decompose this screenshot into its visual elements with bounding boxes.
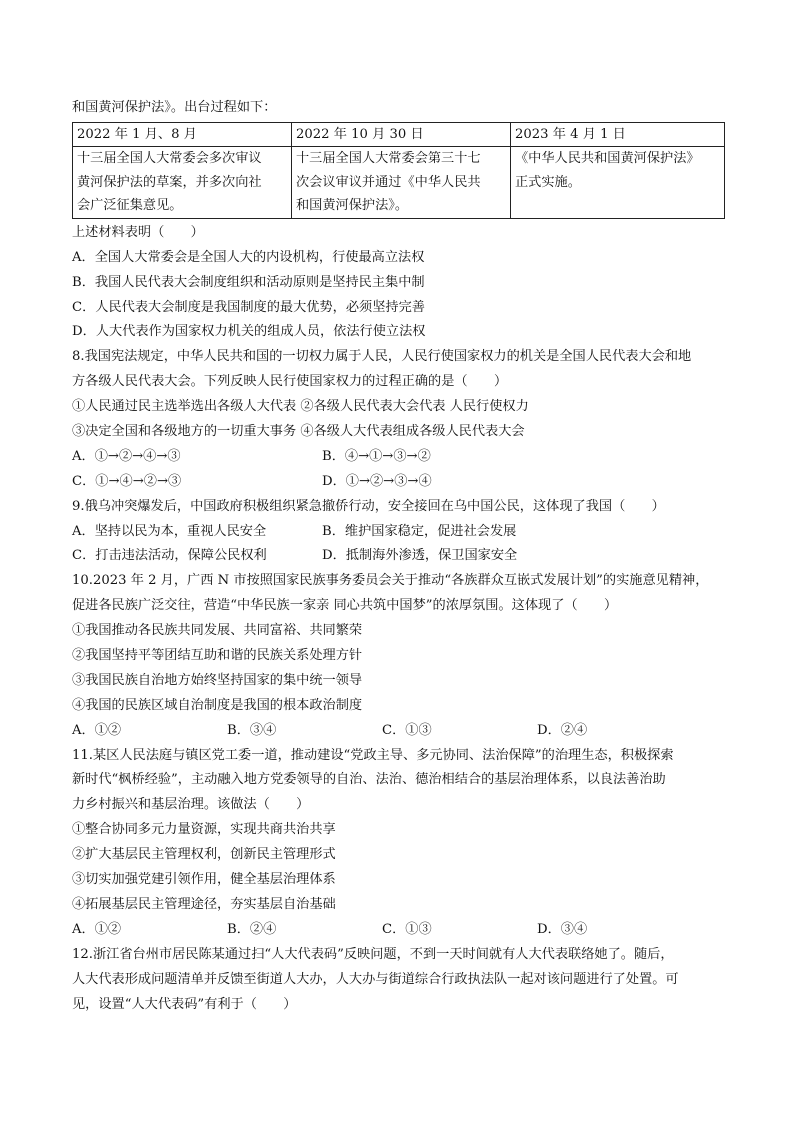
cell-line: 会广泛征集意见。 bbox=[77, 198, 183, 214]
process-table bbox=[72, 122, 725, 219]
cell-line: 次会议审议并通过《中华人民共 bbox=[296, 174, 481, 190]
cell-line: 十三届全国人大常委会多次审议 bbox=[77, 151, 262, 167]
q12-stem-line-1: 12.浙江省台州市居民陈某通过扫“人大代表码”反映问题，不到一天时间就有人大代表联络她了。随后， bbox=[72, 946, 674, 962]
table-header-cell: 2023 年 4 月 1 日 bbox=[511, 122, 725, 147]
q11-stem-line-2: 新时代“枫桥经验”，主动融入地方党委领导的自治、法治、德治相结合的基层治理体系，以良法善治助 bbox=[72, 772, 666, 788]
q10-option-b: B．③④ bbox=[227, 722, 277, 738]
q10-option-c: C．①③ bbox=[382, 722, 432, 738]
q10-option-a: A．①② bbox=[72, 722, 122, 738]
q12-stem-line-2: 人大代表形成问题清单并反馈至街道人大办，人大办与街道综合行政执法队一起对该问题进行了处置。可 bbox=[72, 971, 679, 987]
q8-statements-2: ③决定全国和各级地方的一切重大事务 ④各级人大代表组成各级人民代表大会 bbox=[72, 424, 525, 440]
q7-stem: 上述材料表明（ ） bbox=[72, 224, 204, 240]
cell-line: 黄河保护法的草案，并多次向社 bbox=[77, 174, 262, 190]
q7-option-d: D．人大代表作为国家权力机关的组成人员，依法行使立法权 bbox=[72, 324, 426, 340]
cell-line: 《中华人民共和国黄河保护法》 bbox=[515, 151, 700, 167]
table-header-row bbox=[73, 122, 725, 147]
cell-line: 和国黄河保护法》。 bbox=[296, 198, 409, 214]
q10-statement-1: ①我国推动各民族共同发展、共同富裕、共同繁荣 bbox=[72, 623, 363, 639]
q8-statements-1: ①人民通过民主选举选出各级人大代表 ②各级人民代表大会代表 人民行使权力 bbox=[72, 399, 529, 415]
table-header-cell: 2022 年 1 月、8 月 bbox=[73, 122, 292, 147]
table-cell bbox=[73, 147, 292, 219]
q8-options-row-2 bbox=[72, 470, 722, 495]
q10-statement-2: ②我国坚持平等团结互助和谐的民族关系处理方针 bbox=[72, 648, 363, 664]
q10-options-row bbox=[72, 719, 722, 744]
q10-stem-line-1: 10.2023 年 2 月，广西 N 市按照国家民族事务委员会关于推动“各族群众互嵌式发展计划”的实施意见精神， bbox=[72, 573, 709, 589]
q7-option-c: C．人民代表大会制度是我国制度的最大优势，必须坚持完善 bbox=[72, 299, 425, 315]
q8-stem-line-2: 方各级人民代表大会。下列反映人民行使国家权力的过程正确的是（ ） bbox=[72, 374, 508, 390]
q11-option-d: D．③④ bbox=[537, 921, 588, 937]
table-row bbox=[73, 147, 725, 219]
q11-option-c: C．①③ bbox=[382, 921, 432, 937]
table-cell bbox=[292, 147, 511, 219]
cell-line: 正式实施。 bbox=[515, 174, 581, 190]
q8-options-row-1 bbox=[72, 445, 722, 470]
q9-stem: 9.俄乌冲突爆发后，中国政府积极组织紧急撤侨行动，安全接回在乌中国公民，这体现了我国（ ） bbox=[72, 498, 665, 514]
q11-statement-2: ②扩大基层民主管理权利，创新民主管理形式 bbox=[72, 847, 336, 863]
q10-statement-4: ④我国的民族区域自治制度是我国的根本政治制度 bbox=[72, 697, 363, 713]
q8-option-c: C．①→④→②→③ bbox=[72, 473, 182, 489]
q8-option-d: D．①→②→③→④ bbox=[322, 473, 432, 489]
q11-stem-line-1: 11.某区人民法庭与镇区党工委一道，推动建设“党政主导、多元协同、法治保障”的治理生态，积极探索 bbox=[72, 747, 674, 763]
q9-option-d: D．抵制海外渗透，保卫国家安全 bbox=[322, 548, 518, 564]
table-header-cell: 2022 年 10 月 30 日 bbox=[292, 122, 511, 147]
q9-options-row-2 bbox=[72, 544, 722, 569]
q10-statement-3: ③我国民族自治地方始终坚持国家的集中统一领导 bbox=[72, 672, 363, 688]
q9-options-row-1 bbox=[72, 520, 722, 545]
q7-option-a: A．全国人大常委会是全国人大的内设机构，行使最高立法权 bbox=[72, 249, 425, 265]
q11-statement-4: ④拓展基层民主管理途径，夯实基层自治基础 bbox=[72, 896, 336, 912]
q11-stem-line-3: 力乡村振兴和基层治理。该做法（ ） bbox=[72, 797, 310, 813]
document-page bbox=[72, 96, 722, 1017]
intro-text: 和国黄河保护法》。出台过程如下： bbox=[72, 100, 277, 115]
q11-option-b: B．②④ bbox=[227, 921, 277, 937]
q11-options-row bbox=[72, 918, 722, 943]
q11-statement-3: ③切实加强党建引领作用，健全基层治理体系 bbox=[72, 872, 336, 888]
q8-option-a: A．①→②→④→③ bbox=[72, 448, 181, 464]
q11-option-a: A．①② bbox=[72, 921, 122, 937]
q8-stem-line-1: 8.我国宪法规定，中华人民共和国的一切权力属于人民，人民行使国家权力的机关是全国人民代表大会和地 bbox=[72, 349, 692, 365]
q9-option-a: A．坚持以民为本，重视人民安全 bbox=[72, 523, 267, 539]
q9-option-b: B．维护国家稳定，促进社会发展 bbox=[322, 523, 517, 539]
table-cell bbox=[511, 147, 725, 219]
q11-statement-1: ①整合协同多元力量资源，实现共商共治共享 bbox=[72, 822, 336, 838]
q7-option-b: B．我国人民代表大会制度组织和活动原则是坚持民主集中制 bbox=[72, 274, 425, 290]
q10-option-d: D．②④ bbox=[537, 722, 588, 738]
q8-option-b: B．④→①→③→② bbox=[322, 448, 431, 464]
q9-option-c: C．打击违法活动，保障公民权利 bbox=[72, 548, 267, 564]
q12-stem-line-3: 见，设置“人大代表码”有利于（ ） bbox=[72, 996, 297, 1012]
q10-stem-line-2: 促进各民族广泛交往，营造“中华民族一家亲 同心共筑中国梦”的浓厚氛围。这体现了（ ） bbox=[72, 598, 618, 614]
cell-line: 十三届全国人大常委会第三十七 bbox=[296, 151, 481, 167]
